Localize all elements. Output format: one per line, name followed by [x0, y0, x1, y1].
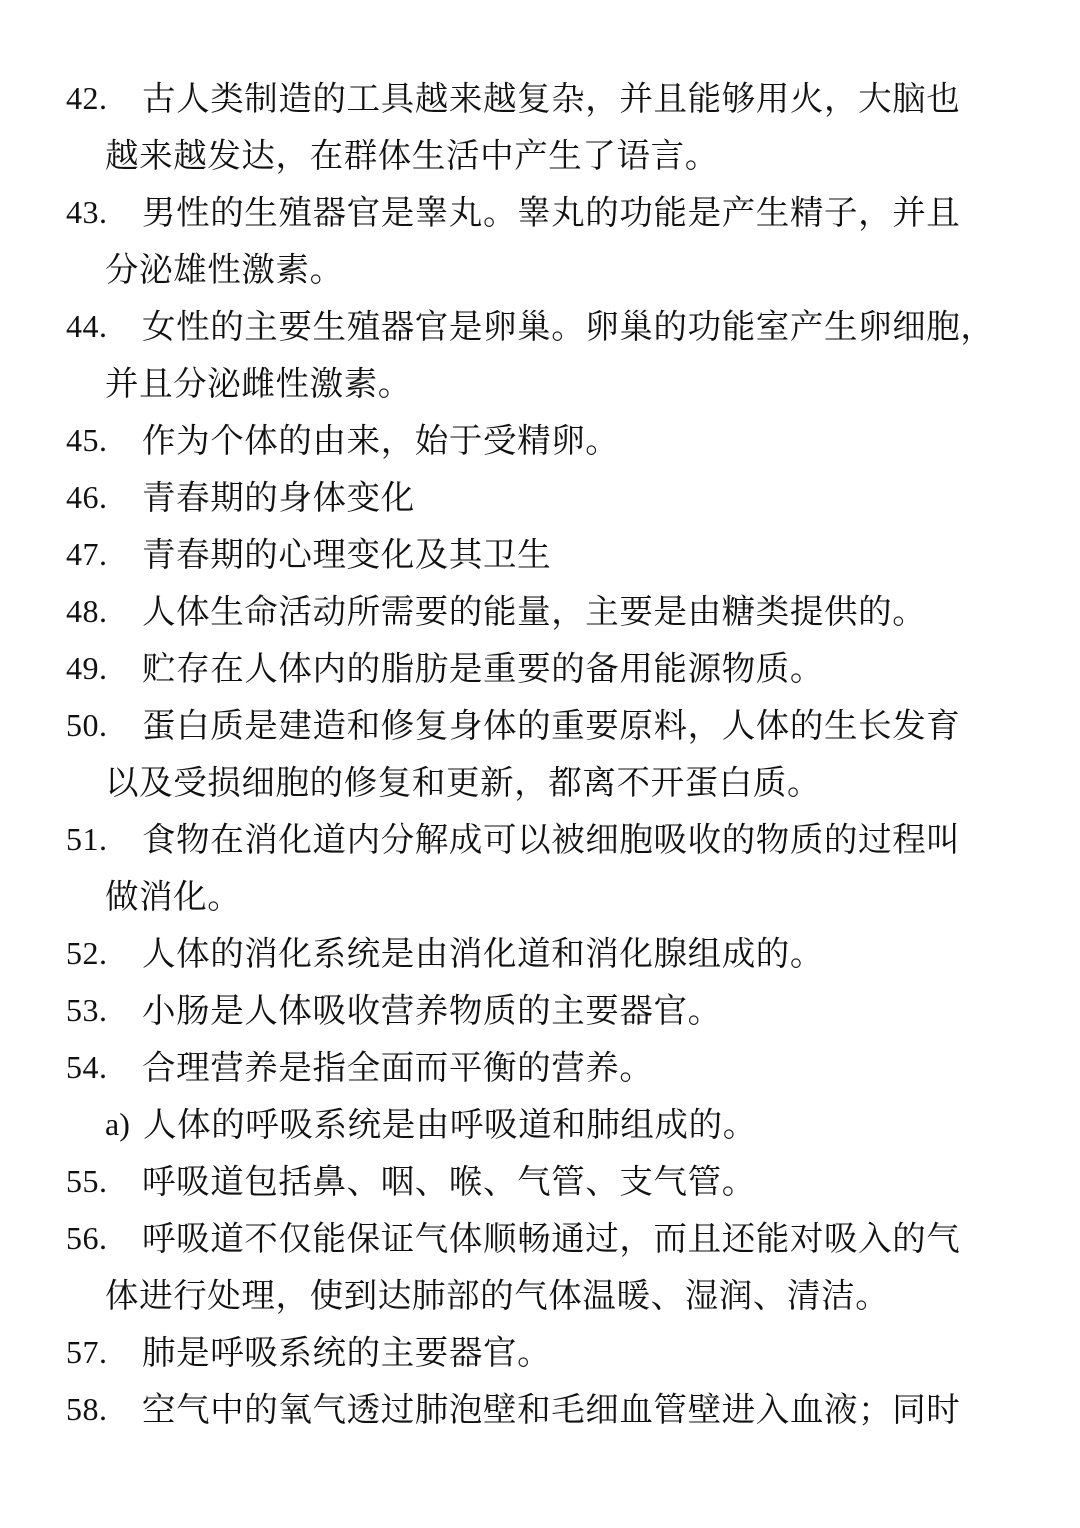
- list-item: [66, 697, 1014, 754]
- list-item: [66, 811, 1014, 868]
- item-text-line: 以及受损细胞的修复和更新，都离不开蛋白质。: [105, 763, 822, 802]
- item-text-line: 青春期的身体变化: [142, 478, 415, 517]
- item-number: 42.: [66, 80, 108, 116]
- item-text-line: 人体的呼吸系统是由呼吸道和肺组成的。: [143, 1105, 757, 1144]
- item-number: 55.: [66, 1163, 108, 1199]
- item-text-line: 青春期的心理变化及其卫生: [142, 535, 552, 574]
- item-number: 58.: [66, 1391, 108, 1427]
- item-text-line: 食物在消化道内分解成可以被细胞吸收的物质的过程叫: [142, 820, 961, 859]
- list-item-continuation: [105, 1267, 1014, 1324]
- item-text-line: 作为个体的由来，始于受精卵。: [142, 421, 620, 460]
- list-item: [66, 925, 1014, 982]
- item-text-line: 并且分泌雌性激素。: [105, 364, 412, 403]
- item-text-line: 越来越发达，在群体生活中产生了语言。: [105, 136, 719, 175]
- list-subitem: [105, 1096, 1014, 1153]
- list-item: [66, 1381, 1014, 1438]
- subitem-marker: a): [105, 1106, 130, 1142]
- item-text-line: 分泌雄性激素。: [105, 250, 344, 289]
- list-item: [66, 583, 1014, 640]
- list-item: [66, 640, 1014, 697]
- list-item: [66, 1153, 1014, 1210]
- item-number: 45.: [66, 422, 108, 458]
- item-text-line: 合理营养是指全面而平衡的营养。: [142, 1048, 654, 1087]
- list-item: [66, 526, 1014, 583]
- list-item: [66, 469, 1014, 526]
- list-item: [66, 1210, 1014, 1267]
- item-text-line: 贮存在人体内的脂肪是重要的备用能源物质。: [142, 649, 824, 688]
- item-text-line: 人体生命活动所需要的能量，主要是由糖类提供的。: [142, 592, 927, 631]
- item-number: 51.: [66, 821, 108, 857]
- item-number: 46.: [66, 479, 108, 515]
- item-number: 44.: [66, 308, 108, 344]
- item-number: 56.: [66, 1220, 108, 1256]
- item-number: 50.: [66, 707, 108, 743]
- item-text-line: 呼吸道不仅能保证气体顺畅通过，而且还能对吸入的气: [142, 1219, 961, 1258]
- item-text-line: 人体的消化系统是由消化道和消化腺组成的。: [142, 934, 824, 973]
- item-number: 54.: [66, 1049, 108, 1085]
- item-text-line: 呼吸道包括鼻、咽、喉、气管、支气管。: [142, 1162, 756, 1201]
- item-text-line: 小肠是人体吸收营养物质的主要器官。: [142, 991, 722, 1030]
- item-number: 52.: [66, 935, 108, 971]
- item-number: 57.: [66, 1334, 108, 1370]
- item-text-line: 空气中的氧气透过肺泡壁和毛细血管壁进入血液；同时: [142, 1390, 961, 1429]
- list-item-continuation: [105, 127, 1014, 184]
- item-text-line: 蛋白质是建造和修复身体的重要原料，人体的生长发育: [142, 706, 961, 745]
- numbered-list: [0, 70, 1080, 1438]
- list-item: [66, 982, 1014, 1039]
- item-text-line: 肺是呼吸系统的主要器官。: [142, 1333, 552, 1372]
- list-item: [66, 70, 1014, 127]
- item-number: 49.: [66, 650, 108, 686]
- list-item: [66, 1039, 1014, 1096]
- item-text-line: 体进行处理，使到达肺部的气体温暖、湿润、清洁。: [105, 1276, 890, 1315]
- item-text-line: 男性的生殖器官是睾丸。睾丸的功能是产生精子，并且: [142, 193, 961, 232]
- list-item: [66, 1324, 1014, 1381]
- item-number: 43.: [66, 194, 108, 230]
- item-text-line: 古人类制造的工具越来越复杂，并且能够用火，大脑也: [142, 79, 961, 118]
- list-item-continuation: [105, 241, 1014, 298]
- list-item: [66, 412, 1014, 469]
- item-number: 47.: [66, 536, 108, 572]
- item-text-line: 做消化。: [105, 877, 242, 916]
- list-item: [66, 184, 1014, 241]
- item-number: 53.: [66, 992, 108, 1028]
- list-item-continuation: [105, 868, 1014, 925]
- item-text-line: 女性的主要生殖器官是卵巢。卵巢的功能室产生卵细胞，: [142, 307, 995, 346]
- item-number: 48.: [66, 593, 108, 629]
- list-item-continuation: [105, 355, 1014, 412]
- list-item: [66, 298, 1014, 355]
- list-item-continuation: [105, 754, 1014, 811]
